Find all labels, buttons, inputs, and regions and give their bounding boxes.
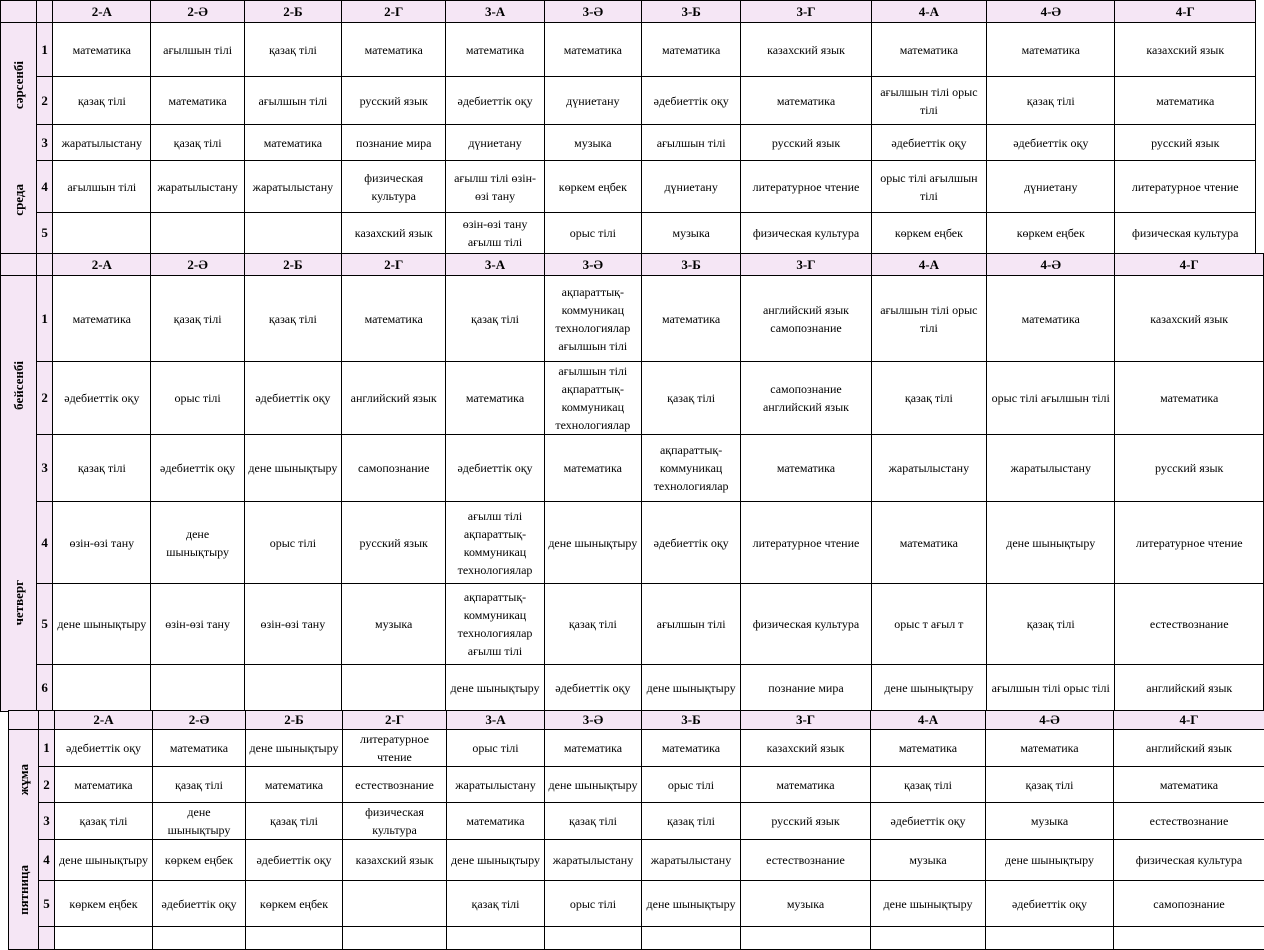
lesson-number	[39, 927, 55, 950]
class-header: 3-Ә	[544, 254, 641, 276]
subject-cell: физическая культура	[1115, 213, 1256, 254]
header-number-cell	[37, 254, 53, 276]
class-header: 3-А	[447, 711, 545, 730]
subject-cell: естествознание	[343, 767, 447, 803]
class-header: 2-Б	[244, 254, 341, 276]
class-header-row	[1, 1, 1256, 23]
lesson-number: 3	[39, 803, 55, 840]
subject-cell: әдебиеттік оқу	[642, 77, 741, 125]
subject-cell: әдебиеттік оқу	[151, 435, 244, 502]
subject-cell: дене шынықтыру	[641, 665, 740, 712]
subject-cell: русский язык	[741, 803, 871, 840]
subject-cell: әдебиеттік оқу	[53, 362, 151, 435]
subject-cell	[246, 927, 343, 950]
subject-cell	[871, 927, 986, 950]
subject-cell: әдебиеттік оқу	[244, 362, 341, 435]
subject-cell: қазақ тілі	[447, 881, 545, 927]
subject-cell: литературное чтение	[343, 730, 447, 767]
subject-cell: өзін-өзі тану	[244, 584, 341, 665]
day-label-cell	[1, 276, 37, 712]
subject-cell: дүниетану	[446, 125, 544, 161]
subject-cell: жаратылыстану	[244, 161, 341, 213]
subject-cell	[151, 665, 244, 712]
subject-cell: ағылшын тілі	[641, 584, 740, 665]
class-header: 4-А	[871, 711, 986, 730]
subject-cell: өзін-өзі тану ағылш тілі	[446, 213, 544, 254]
subject-cell: английский язык самопознание	[741, 276, 871, 362]
subject-cell: дене шынықтыру	[446, 665, 544, 712]
subject-cell: казахский язык	[1115, 276, 1264, 362]
lesson-number: 1	[37, 23, 53, 77]
subject-cell: дене шынықтыру	[987, 502, 1115, 584]
class-header: 4-Ә	[987, 1, 1115, 23]
subject-cell: математика	[544, 435, 641, 502]
subject-cell: ақпараттық-коммуникац технологиялар ағылшын тілі	[544, 276, 641, 362]
lesson-row	[1, 276, 1264, 362]
subject-cell: әдебиеттік оқу	[446, 435, 544, 502]
class-header: 3-Ә	[544, 1, 641, 23]
subject-cell: дене шынықтыру	[55, 840, 153, 881]
subject-cell: орыс тілі	[151, 362, 244, 435]
subject-cell: жаратылыстану	[987, 435, 1115, 502]
class-header: 2-Г	[343, 711, 447, 730]
subject-cell: музыка	[871, 840, 986, 881]
header-corner-cell	[9, 711, 39, 730]
subject-cell: русский язык	[1115, 435, 1264, 502]
lesson-row	[1, 362, 1264, 435]
lesson-number: 1	[37, 276, 53, 362]
subject-cell: жаратылыстану	[642, 840, 741, 881]
class-header: 3-Г	[741, 254, 871, 276]
subject-cell: орыс тілі ағылшын тілі	[987, 362, 1115, 435]
subject-cell	[342, 665, 446, 712]
subject-cell: әдебиеттік оқу	[986, 881, 1114, 927]
subject-cell: музыка	[642, 213, 741, 254]
lesson-row	[1, 161, 1256, 213]
schedule-block-friday	[8, 710, 1264, 950]
class-header: 2-Г	[342, 1, 446, 23]
subject-cell: қазақ тілі	[151, 276, 244, 362]
day-name-kazakh: жұма	[17, 764, 31, 795]
subject-cell: русский язык	[342, 502, 446, 584]
subject-cell: математика	[244, 125, 341, 161]
subject-cell: математика	[447, 803, 545, 840]
subject-cell: литературное чтение	[1115, 502, 1264, 584]
lesson-row	[9, 927, 1264, 950]
subject-cell: музыка	[741, 881, 871, 927]
subject-cell: дене шынықтыру	[642, 881, 741, 927]
lesson-row	[9, 730, 1264, 767]
header-number-cell	[37, 1, 53, 23]
subject-cell: ақпараттық-коммуникац технологиялар	[641, 435, 740, 502]
subject-cell: математика	[987, 276, 1115, 362]
lesson-number: 4	[37, 161, 53, 213]
class-header: 4-А	[871, 254, 986, 276]
subject-cell: дене шынықтыру	[545, 767, 642, 803]
subject-cell: көркем еңбек	[871, 213, 986, 254]
subject-cell: ағылш тілі ақпараттық-коммуникац технологиялар	[446, 502, 544, 584]
class-header: 2-Г	[342, 254, 446, 276]
subject-cell	[53, 665, 151, 712]
lesson-number: 4	[37, 502, 53, 584]
subject-cell: музыка	[986, 803, 1114, 840]
subject-cell: дене шынықтыру	[244, 435, 341, 502]
subject-cell: орыс тілі	[544, 213, 641, 254]
subject-cell: математика	[151, 77, 244, 125]
lesson-row	[1, 77, 1256, 125]
subject-cell: көркем еңбек	[153, 840, 246, 881]
subject-cell: қазақ тілі	[53, 435, 151, 502]
lesson-number: 2	[39, 767, 55, 803]
subject-cell: қазақ тілі	[151, 125, 244, 161]
subject-cell: дене шынықтыру	[986, 840, 1114, 881]
subject-cell: көркем еңбек	[55, 881, 153, 927]
subject-cell: орыс тілі	[545, 881, 642, 927]
subject-cell: математика	[741, 767, 871, 803]
header-number-cell	[39, 711, 55, 730]
subject-cell	[244, 665, 341, 712]
subject-cell: қазақ тілі	[246, 803, 343, 840]
subject-cell: әдебиеттік оқу	[871, 803, 986, 840]
subject-cell: дене шынықтыру	[544, 502, 641, 584]
subject-cell: жаратылыстану	[545, 840, 642, 881]
subject-cell	[1114, 927, 1264, 950]
subject-cell	[343, 927, 447, 950]
schedule-block-wednesday	[0, 0, 1256, 254]
class-header: 3-Г	[741, 1, 871, 23]
subject-cell	[55, 927, 153, 950]
subject-cell: әдебиеттік оқу	[987, 125, 1115, 161]
subject-cell	[545, 927, 642, 950]
subject-cell: қазақ тілі	[53, 77, 151, 125]
lesson-row	[9, 881, 1264, 927]
subject-cell: қазақ тілі	[871, 767, 986, 803]
lesson-row	[1, 213, 1256, 254]
day-name-russian: среда	[12, 184, 26, 216]
subject-cell: музыка	[342, 584, 446, 665]
day-label-cell	[9, 730, 39, 950]
class-header: 3-А	[446, 254, 544, 276]
subject-cell: қазақ тілі	[986, 767, 1114, 803]
subject-cell: математика	[446, 23, 544, 77]
subject-cell: русский язык	[1115, 125, 1256, 161]
day-name-russian: четверг	[12, 580, 26, 625]
class-header: 4-Г	[1115, 1, 1256, 23]
subject-cell: әдебиеттік оқу	[641, 502, 740, 584]
subject-cell: математика	[446, 362, 544, 435]
class-header: 2-Б	[246, 711, 343, 730]
subject-cell: дүниетану	[987, 161, 1115, 213]
subject-cell: қазақ тілі	[545, 803, 642, 840]
subject-cell: ағылшын тілі	[53, 161, 151, 213]
subject-cell	[153, 927, 246, 950]
subject-cell: қазақ тілі	[153, 767, 246, 803]
subject-cell: самопознание	[342, 435, 446, 502]
subject-cell: казахский язык	[741, 23, 871, 77]
class-header: 2-Ә	[153, 711, 246, 730]
class-header-row	[9, 711, 1264, 730]
subject-cell: орыс т ағыл т	[871, 584, 986, 665]
lesson-row	[9, 840, 1264, 881]
subject-cell: әдебиеттік оқу	[153, 881, 246, 927]
subject-cell: әдебиеттік оқу	[246, 840, 343, 881]
subject-cell: русский язык	[741, 125, 871, 161]
lesson-number: 3	[37, 125, 53, 161]
lesson-number: 5	[39, 881, 55, 927]
subject-cell: ағылшын тілі	[151, 23, 244, 77]
subject-cell: казахский язык	[1115, 23, 1256, 77]
class-header: 3-Б	[642, 1, 741, 23]
subject-cell: әдебиеттік оқу	[55, 730, 153, 767]
subject-cell: литературное чтение	[741, 161, 871, 213]
subject-cell: казахский язык	[343, 840, 447, 881]
class-header: 2-А	[55, 711, 153, 730]
subject-cell: математика	[1114, 767, 1264, 803]
subject-cell: естествознание	[1114, 803, 1264, 840]
subject-cell: қазақ тілі	[987, 584, 1115, 665]
subject-cell: математика	[53, 276, 151, 362]
lesson-row	[1, 435, 1264, 502]
subject-cell: қазақ тілі	[244, 23, 341, 77]
subject-cell: дене шынықтыру	[447, 840, 545, 881]
subject-cell	[244, 213, 341, 254]
subject-cell: английский язык	[1115, 665, 1264, 712]
subject-cell: дене шынықтыру	[871, 881, 986, 927]
subject-cell: ағылшын тілі	[642, 125, 741, 161]
subject-cell	[447, 927, 545, 950]
subject-cell: математика	[342, 23, 446, 77]
subject-cell: самопознание английский язык	[741, 362, 871, 435]
subject-cell: математика	[1115, 77, 1256, 125]
day-label-cell	[1, 23, 37, 254]
subject-cell: көркем еңбек	[987, 213, 1115, 254]
subject-cell: математика	[871, 23, 986, 77]
lesson-number: 5	[37, 584, 53, 665]
subject-cell: русский язык	[342, 77, 446, 125]
subject-cell	[986, 927, 1114, 950]
subject-cell: жаратылыстану	[447, 767, 545, 803]
subject-cell: физическая культура	[343, 803, 447, 840]
class-header: 3-А	[446, 1, 544, 23]
day-name-kazakh: сәрсенбі	[12, 61, 26, 109]
lesson-row	[1, 125, 1256, 161]
subject-cell: орыс тілі	[244, 502, 341, 584]
subject-cell: қазақ тілі	[244, 276, 341, 362]
subject-cell: математика	[741, 435, 871, 502]
subject-cell: өзін-өзі тану	[53, 502, 151, 584]
schedule-block-thursday	[0, 253, 1264, 712]
subject-cell: ағылш тілі өзін-өзі тану	[446, 161, 544, 213]
subject-cell: математика	[642, 730, 741, 767]
subject-cell: дүниетану	[544, 77, 641, 125]
subject-cell: әдебиеттік оқу	[871, 125, 986, 161]
subject-cell: дене шынықтыру	[153, 803, 246, 840]
subject-cell: дене шынықтыру	[246, 730, 343, 767]
subject-cell: математика	[545, 730, 642, 767]
class-header: 4-Г	[1115, 254, 1264, 276]
subject-cell: қазақ тілі	[987, 77, 1115, 125]
subject-cell: физическая культура	[1114, 840, 1264, 881]
subject-cell: физическая культура	[342, 161, 446, 213]
subject-cell: ағылшын тілі орыс тілі	[871, 276, 986, 362]
subject-cell	[53, 213, 151, 254]
class-header: 3-Б	[642, 711, 741, 730]
lesson-number: 2	[37, 77, 53, 125]
subject-cell: қазақ тілі	[641, 362, 740, 435]
subject-cell: музыка	[544, 125, 641, 161]
subject-cell: өзін-өзі тану	[151, 584, 244, 665]
class-header: 4-Ә	[986, 711, 1114, 730]
subject-cell: физическая культура	[741, 213, 871, 254]
lesson-row	[9, 767, 1264, 803]
class-header: 4-А	[871, 1, 986, 23]
subject-cell: математика	[1115, 362, 1264, 435]
class-header: 2-А	[53, 1, 151, 23]
subject-cell: дене шынықтыру	[151, 502, 244, 584]
subject-cell: самопознание	[1114, 881, 1264, 927]
subject-cell: естествознание	[1115, 584, 1264, 665]
lesson-number: 3	[37, 435, 53, 502]
subject-cell: литературное чтение	[1115, 161, 1256, 213]
subject-cell: математика	[641, 276, 740, 362]
subject-cell: математика	[642, 23, 741, 77]
subject-cell: ағылшын тілі	[244, 77, 341, 125]
subject-cell: математика	[871, 730, 986, 767]
subject-cell: қазақ тілі	[544, 584, 641, 665]
subject-cell: английский язык	[342, 362, 446, 435]
class-header: 3-Б	[641, 254, 740, 276]
subject-cell: жаратылыстану	[151, 161, 244, 213]
subject-cell	[642, 927, 741, 950]
lesson-row	[1, 23, 1256, 77]
subject-cell: математика	[153, 730, 246, 767]
subject-cell: орыс тілі ағылшын тілі	[871, 161, 986, 213]
subject-cell: естествознание	[741, 840, 871, 881]
lesson-row	[1, 665, 1264, 712]
header-corner-cell	[1, 1, 37, 23]
subject-cell: математика	[741, 77, 871, 125]
class-header: 4-Г	[1114, 711, 1264, 730]
class-header: 4-Ә	[987, 254, 1115, 276]
subject-cell: математика	[246, 767, 343, 803]
subject-cell: көркем еңбек	[544, 161, 641, 213]
subject-cell: орыс тілі	[447, 730, 545, 767]
subject-cell: математика	[987, 23, 1115, 77]
subject-cell: английский язык	[1114, 730, 1264, 767]
subject-cell: дене шынықтыру	[871, 665, 986, 712]
subject-cell: әдебиеттік оқу	[544, 665, 641, 712]
subject-cell	[741, 927, 871, 950]
day-name-kazakh: бейсенбі	[12, 361, 26, 410]
lesson-number: 6	[37, 665, 53, 712]
subject-cell: әдебиеттік оқу	[446, 77, 544, 125]
subject-cell: қазақ тілі	[446, 276, 544, 362]
subject-cell: жаратылыстану	[871, 435, 986, 502]
class-header: 2-А	[53, 254, 151, 276]
class-header: 2-Ә	[151, 254, 244, 276]
subject-cell: көркем еңбек	[246, 881, 343, 927]
subject-cell: ағылшын тілі орыс тілі	[871, 77, 986, 125]
subject-cell	[151, 213, 244, 254]
class-header: 2-Б	[244, 1, 341, 23]
lesson-number: 5	[37, 213, 53, 254]
lesson-number: 1	[39, 730, 55, 767]
subject-cell	[343, 881, 447, 927]
header-corner-cell	[1, 254, 37, 276]
lesson-row	[1, 502, 1264, 584]
subject-cell: дүниетану	[642, 161, 741, 213]
subject-cell: математика	[871, 502, 986, 584]
subject-cell: познание мира	[342, 125, 446, 161]
subject-cell: познание мира	[741, 665, 871, 712]
class-header: 2-Ә	[151, 1, 244, 23]
subject-cell: математика	[55, 767, 153, 803]
subject-cell: математика	[53, 23, 151, 77]
class-header-row	[1, 254, 1264, 276]
lesson-row	[1, 584, 1264, 665]
subject-cell: қазақ тілі	[642, 803, 741, 840]
subject-cell: казахский язык	[741, 730, 871, 767]
subject-cell: математика	[986, 730, 1114, 767]
subject-cell: ағылшын тілі орыс тілі	[987, 665, 1115, 712]
subject-cell: физическая культура	[741, 584, 871, 665]
subject-cell: орыс тілі	[642, 767, 741, 803]
subject-cell: дене шынықтыру	[53, 584, 151, 665]
subject-cell: математика	[342, 276, 446, 362]
class-header: 3-Г	[741, 711, 871, 730]
subject-cell: литературное чтение	[741, 502, 871, 584]
subject-cell: казахский язык	[342, 213, 446, 254]
lesson-number: 4	[39, 840, 55, 881]
subject-cell: жаратылыстану	[53, 125, 151, 161]
subject-cell: математика	[544, 23, 641, 77]
subject-cell: ақпараттық-коммуникац технологиялар ағылш тілі	[446, 584, 544, 665]
subject-cell: ағылшын тілі ақпараттық-коммуникац технологиялар	[544, 362, 641, 435]
lesson-number: 2	[37, 362, 53, 435]
lesson-row	[9, 803, 1264, 840]
subject-cell: қазақ тілі	[871, 362, 986, 435]
subject-cell: қазақ тілі	[55, 803, 153, 840]
day-name-russian: пятница	[17, 865, 31, 915]
class-header: 3-Ә	[545, 711, 642, 730]
